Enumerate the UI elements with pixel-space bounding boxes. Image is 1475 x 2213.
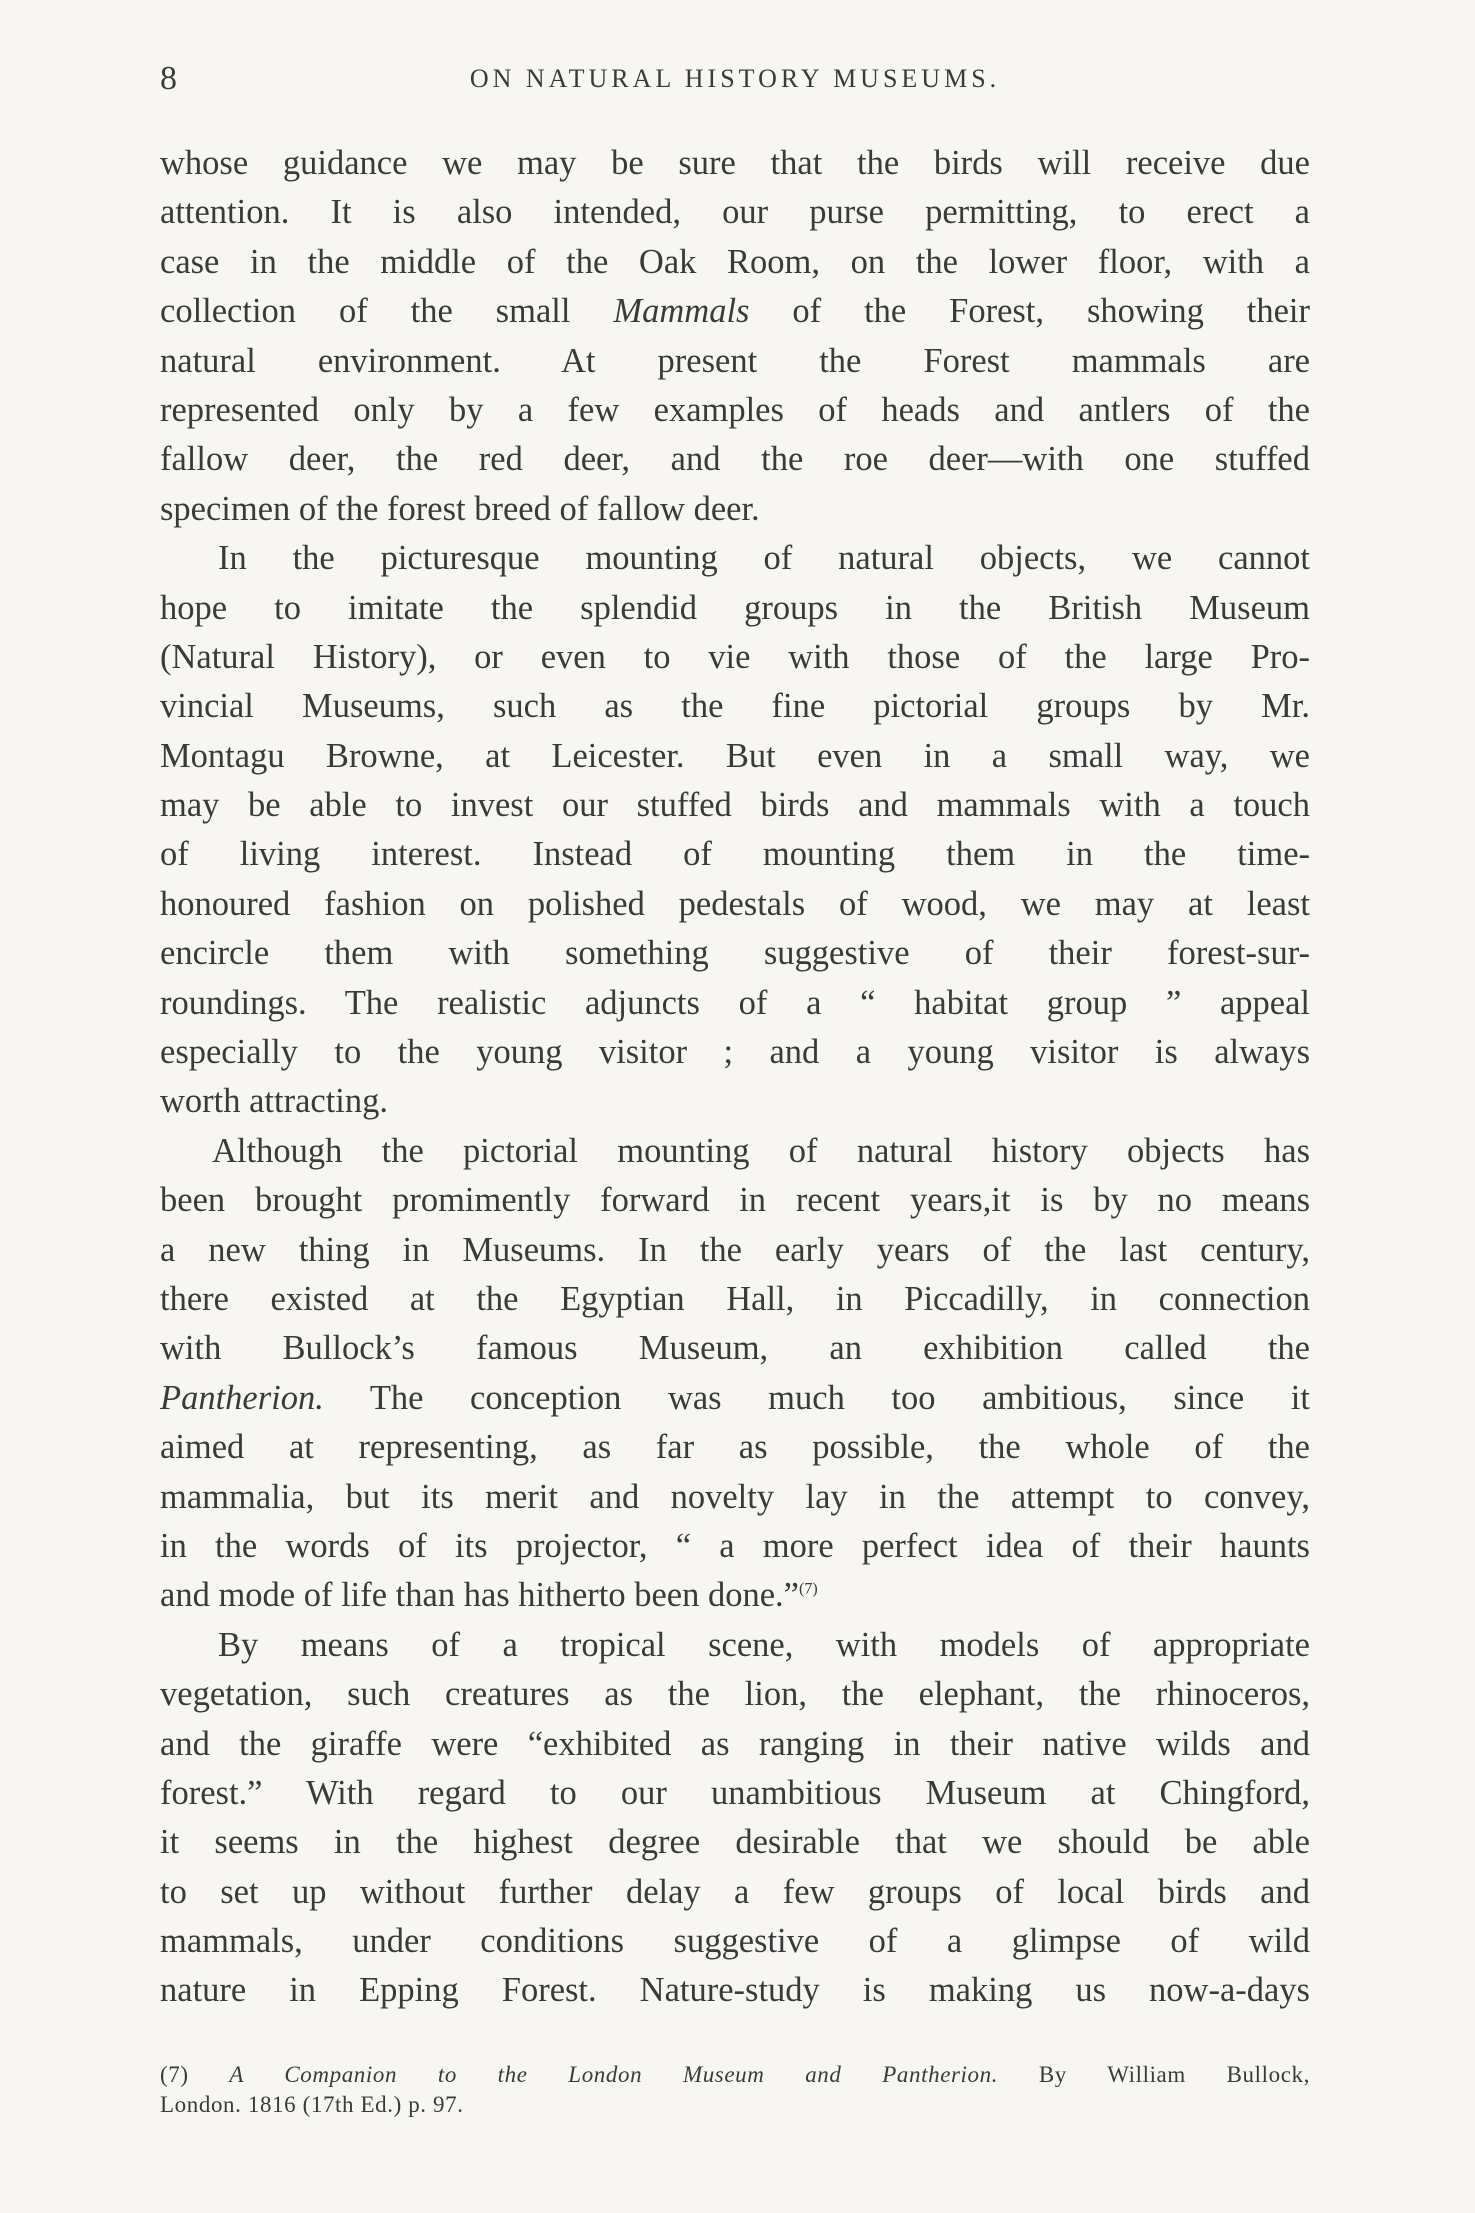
text-line: whose guidance we may be sure that the birds will receive due <box>160 144 1310 182</box>
text-line: honoured fashion on polished pedestals of wood, we may at least <box>160 884 1310 923</box>
text-line: hope to imitate the splendid groups in the British Museum <box>160 588 1310 627</box>
text-line: vincial Museums, such as the fine pictorial groups by Mr. <box>160 687 1310 726</box>
italic-term-mammals: Mammals <box>613 292 750 331</box>
text-line-with-italic <box>160 287 1310 336</box>
text-line: of living interest. Instead of mounting them in the time- <box>160 835 1310 874</box>
paragraph-start-line: In the picturesque mounting of natural objects, we cannot <box>218 539 1310 578</box>
footnote <box>160 2060 1310 2120</box>
text-line: natural environment. At present the Forest mammals are <box>160 341 1310 380</box>
text-line: may be able to invest our stuffed birds and mammals with a touch <box>160 786 1310 825</box>
text-line: and the giraffe were “exhibited as ranging in their native wilds and <box>160 1724 1310 1763</box>
text-line: aimed at representing, as far as possible, the whole of the <box>160 1428 1310 1467</box>
text-segment: collection of the small <box>160 292 571 331</box>
page-header <box>160 60 1310 110</box>
page-number: 8 <box>160 60 178 97</box>
text-line: especially to the young visitor ; and a young visitor is always <box>160 1033 1310 1072</box>
text-line: mammalia, but its merit and novelty lay in the attempt to convey, <box>160 1477 1310 1516</box>
text-line: with Bullock’s famous Museum, an exhibition called the <box>160 1329 1310 1368</box>
text-segment: and mode of life than has hitherto been done.” <box>160 1576 799 1615</box>
footnote-number: (7) <box>160 2062 189 2087</box>
text-line: represented only by a few examples of heads and antlers of the <box>160 390 1310 429</box>
text-line: attention. It is also intended, our purse permitting, to erect a <box>160 193 1310 232</box>
italic-term-pantherion: Pantherion. <box>160 1378 324 1417</box>
running-head: ON NATURAL HISTORY MUSEUMS. <box>469 64 1001 93</box>
text-line: encircle them with something suggestive of their forest-sur- <box>160 934 1310 973</box>
paragraph-start-line: By means of a tropical scene, with models of appropriate <box>218 1625 1310 1664</box>
text-segment: The conception was much too ambitious, since it <box>369 1378 1310 1417</box>
text-line: been brought promimently forward in recent years,it is by no means <box>160 1181 1310 1220</box>
text-line: there existed at the Egyptian Hall, in Piccadilly, in connection <box>160 1279 1310 1318</box>
text-line: in the words of its projector, “ a more perfect idea of their haunts <box>160 1526 1310 1565</box>
footnote-line: London. 1816 (17th Ed.) p. 97. <box>160 2092 464 2117</box>
text-line: it seems in the highest degree desirable that we should be able <box>160 1823 1310 1862</box>
text-line: forest.” With regard to our unambitious Museum at Chingford, <box>160 1773 1310 1812</box>
text-line: a new thing in Museums. In the early years of the last century, <box>160 1230 1310 1269</box>
body-text <box>160 139 1310 2016</box>
text-line: specimen of the forest breed of fallow deer. <box>160 489 760 528</box>
footnote-line <box>160 2060 1310 2090</box>
text-line: fallow deer, the red deer, and the roe deer—with one stuffed <box>160 440 1310 479</box>
text-line: mammals, under conditions suggestive of a glimpse of wild <box>160 1922 1310 1961</box>
text-line-with-italic <box>160 1374 1310 1423</box>
text-segment: of the Forest, showing their <box>792 292 1311 331</box>
text-line: nature in Epping Forest. Nature-study is making us now-a-days <box>160 1971 1310 2010</box>
text-line-with-footnote-ref <box>160 1571 1310 1620</box>
text-line: (Natural History), or even to vie with those of the large Pro- <box>160 637 1310 676</box>
text-line: roundings. The realistic adjuncts of a “ habitat group ” appeal <box>160 983 1310 1022</box>
text-line: worth attracting. <box>160 1082 389 1121</box>
text-line: vegetation, such creatures as the lion, the elephant, the rhinoceros, <box>160 1675 1310 1714</box>
text-line: to set up without further delay a few groups of local birds and <box>160 1872 1310 1911</box>
text-line: case in the middle of the Oak Room, on the lower floor, with a <box>160 242 1310 281</box>
footnote-reference: (7) <box>799 1580 818 1598</box>
text-line: Montagu Browne, at Leicester. But even in a small way, we <box>160 736 1310 775</box>
footnote-byline: By William Bullock, <box>1038 2062 1310 2087</box>
footnote-title: A Companion to the London Museum and Pantherion. <box>229 2062 999 2087</box>
paragraph-start-line: Although the pictorial mounting of natural history objects has <box>212 1131 1310 1170</box>
